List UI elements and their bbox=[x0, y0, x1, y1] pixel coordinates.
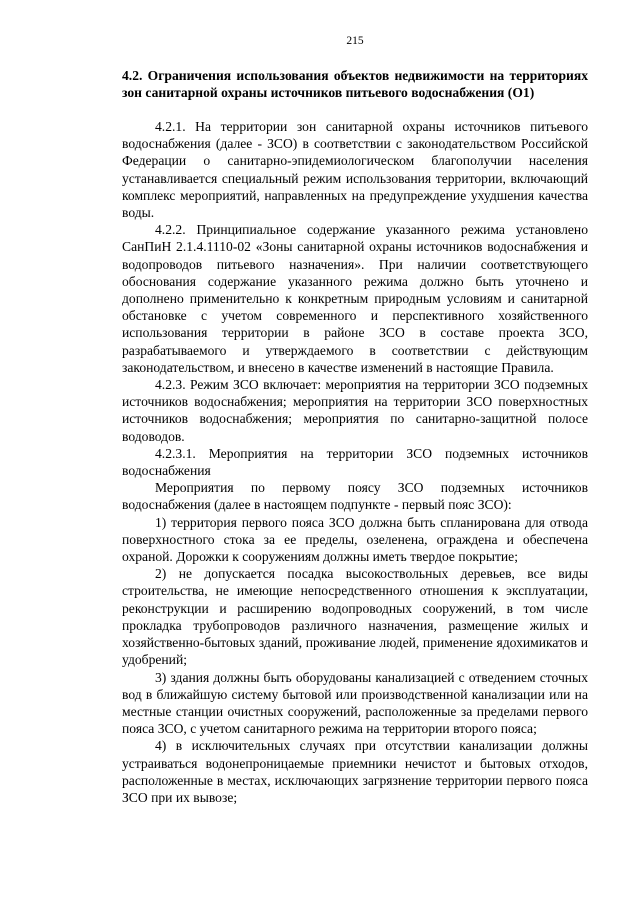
body-text bbox=[122, 118, 588, 806]
paragraph-4-2-2: 4.2.2. Принципиальное содержание указанного режима установлено СанПиН 2.1.4.1110-02 «Зоны санитарной охраны источников водоснабжения и водопроводов питьевого назначения». При наличии соответствующего обоснования содержание указанного режима должно быть уточнено и дополнено применительно к конкретным природным условиям и санитарной обстановке с учетом современного и перспективного хозяйственного использования территории в районе ЗСО в составе проекта ЗСО, разрабатываемого и утверждаемого в соответствии с действующим законодательством, и внесено в качестве изменений в настоящие Правила. bbox=[122, 222, 588, 375]
page-number: 215 bbox=[346, 35, 364, 47]
section-heading: 4.2. Ограничения использования объектов недвижимости на территориях зон санитарной охраны источников питьевого водоснабжения (О1) bbox=[122, 68, 588, 100]
list-item-2: 2) не допускается посадка высокоствольных деревьев, все виды строительства, не имеющие непосредственного отношения к эксплуатации, реконструкции и расширению водопроводных сооружений, в том числе прокладка трубопроводов различного назначения, размещение жилых и хозяйственно-бытовых зданий, проживание людей, применение ядохимикатов и удобрений; bbox=[122, 566, 588, 668]
list-item-3: 3) здания должны быть оборудованы канализацией с отведением сточных вод в ближайшую систему бытовой или производственной канализации или на местные станции очистных сооружений, расположенные за пределами первого пояса ЗСО, с учетом санитарного режима на территории второго пояса; bbox=[122, 669, 588, 737]
paragraph-4-2-1: 4.2.1. На территории зон санитарной охраны источников питьевого водоснабжения (далее - ЗСО) в соответствии с законодательством Российской Федерации о санитарно-эпидемиологическом благополучии населения устанавливается специальный режим использования территории, включающий комплекс мероприятий, направленных на предупреждение ухудшения качества воды. bbox=[122, 119, 588, 221]
paragraph-4-2-3: 4.2.3. Режим ЗСО включает: мероприятия на территории ЗСО подземных источников водоснабжения; мероприятия на территории ЗСО поверхностных источников водоснабжения; мероприятия по санитарно-защитной полосе водоводов. bbox=[122, 377, 588, 444]
paragraph-first-belt-intro: Мероприятия по первому поясу ЗСО подземных источников водоснабжения (далее в настоящем подпункте - первый пояс ЗСО): bbox=[122, 480, 588, 513]
paragraph-4-2-3-1: 4.2.3.1. Мероприятия на территории ЗСО подземных источников водоснабжения bbox=[122, 445, 588, 479]
list-item-4: 4) в исключительных случаях при отсутствии канализации должны устраиваться водонепроницаемые приемники нечистот и бытовых отходов, расположенные в местах, исключающих загрязнение территории первого пояса ЗСО при их вывозе; bbox=[122, 738, 588, 805]
list-item-1: 1) территория первого пояса ЗСО должна быть спланирована для отвода поверхностного стока за ее пределы, озеленена, ограждена и обеспечена охраной. Дорожки к сооружениям должны иметь твердое покрытие; bbox=[122, 514, 588, 565]
